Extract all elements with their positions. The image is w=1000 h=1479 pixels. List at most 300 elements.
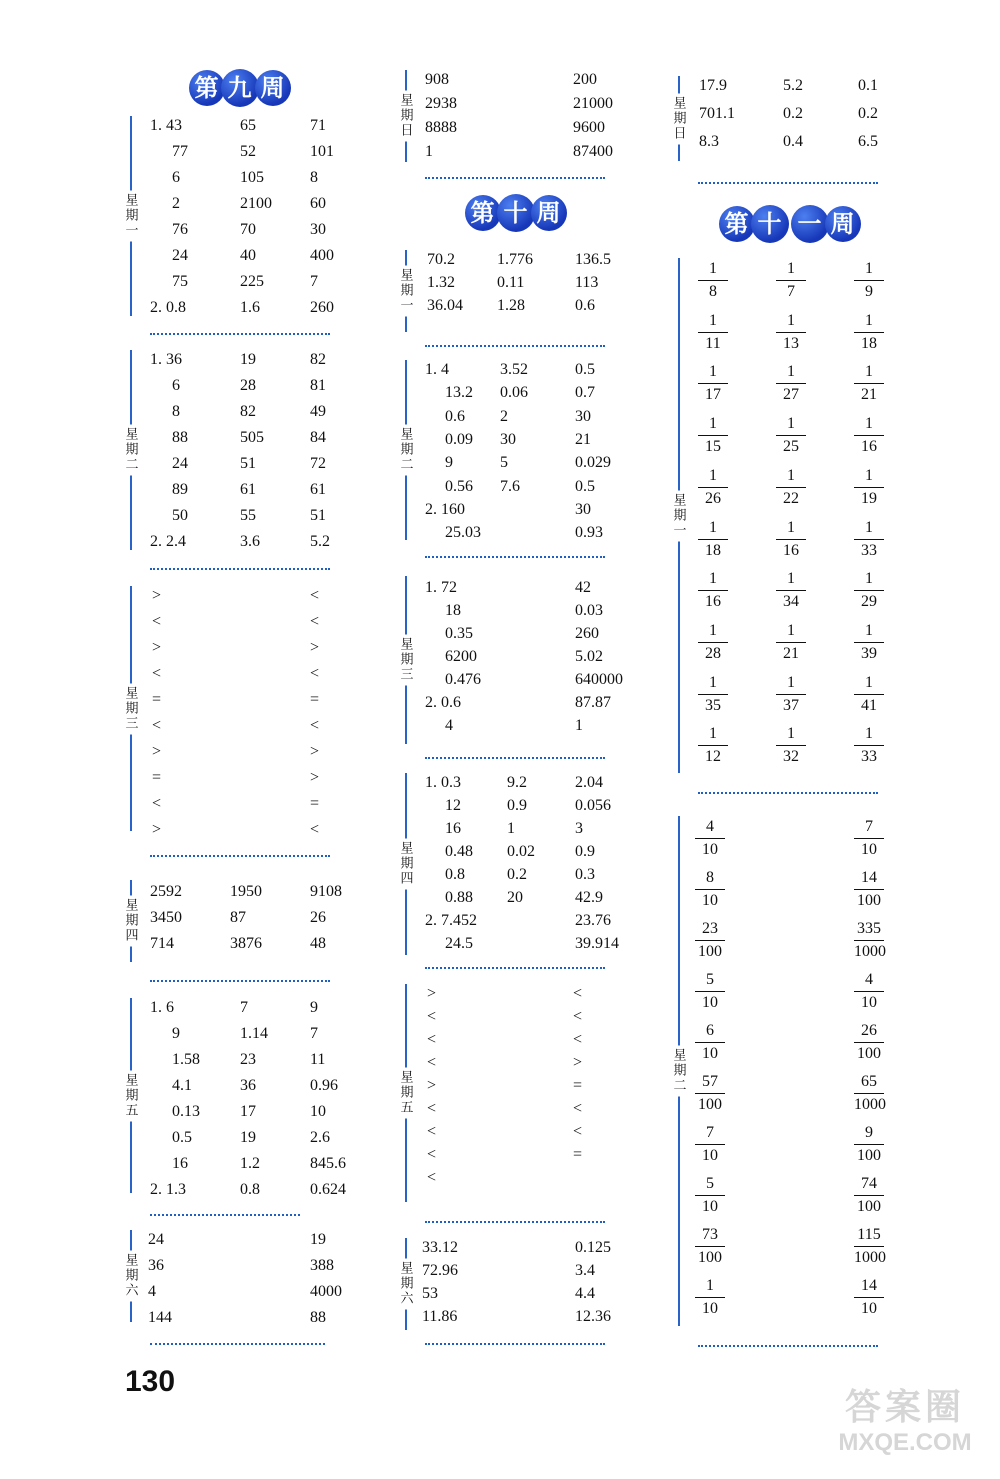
fraction-bar xyxy=(854,1297,884,1298)
fraction-bar xyxy=(854,332,884,333)
answer-value: 1.6 xyxy=(240,299,260,316)
answer-value: 21 xyxy=(575,430,591,448)
answer-value: 1. 36 xyxy=(150,351,182,368)
page-number: 130 xyxy=(125,1365,176,1398)
answer-value: 0.09 xyxy=(445,430,473,448)
answer-value: 30 xyxy=(500,430,516,448)
day-label: 星期三 xyxy=(400,635,414,686)
denominator: 10 xyxy=(702,1147,718,1164)
day-label: 星期六 xyxy=(125,1251,139,1302)
denominator: 1000 xyxy=(854,943,886,960)
numerator: 74 xyxy=(861,1175,877,1192)
section-divider xyxy=(150,1343,325,1345)
numerator: 1 xyxy=(865,311,873,329)
day-section xyxy=(125,116,360,316)
week-title-char: 第 xyxy=(465,195,501,231)
answer-value: 260 xyxy=(310,299,334,316)
answer-value: 845.6 xyxy=(310,1155,346,1172)
answer-value: < xyxy=(427,1008,437,1025)
numerator: 5 xyxy=(706,971,714,988)
numerator: 1 xyxy=(787,518,795,536)
answer-value: 0.8 xyxy=(445,866,465,883)
fraction-bar xyxy=(854,1042,884,1043)
answer-value: 400 xyxy=(310,247,334,264)
answer-value: 18 xyxy=(445,602,461,619)
numerator: 6 xyxy=(706,1022,714,1039)
numerator: 14 xyxy=(861,869,877,886)
answer-value: 0.5 xyxy=(575,361,595,378)
numerator: 1 xyxy=(709,621,717,639)
answer-value: 12.36 xyxy=(575,1308,611,1325)
fraction-bar xyxy=(698,383,728,384)
denominator: 1000 xyxy=(854,1096,886,1113)
answer-value: 53 xyxy=(422,1285,438,1302)
numerator: 1 xyxy=(709,260,717,277)
denominator: 15 xyxy=(705,438,721,456)
fraction xyxy=(854,971,884,1012)
answer-value: 0.13 xyxy=(172,1103,200,1120)
answer-value: 77 xyxy=(172,143,188,160)
answer-value: 0.02 xyxy=(507,843,535,860)
section-divider xyxy=(150,568,330,570)
fraction xyxy=(695,1175,725,1216)
answer-value: 0.125 xyxy=(575,1239,611,1256)
answer-value: = xyxy=(573,1077,583,1094)
answer-value: 17.9 xyxy=(699,77,727,94)
fraction xyxy=(695,818,725,859)
answer-value: 24 xyxy=(148,1231,164,1248)
fraction-bar xyxy=(854,539,884,540)
answer-value: 0.2 xyxy=(783,105,803,122)
answer-value: 3450 xyxy=(150,909,182,926)
answer-value: > xyxy=(573,1054,583,1071)
fraction-bar xyxy=(854,590,884,591)
fraction-bar xyxy=(854,383,884,384)
numerator: 1 xyxy=(787,466,795,484)
fraction xyxy=(698,519,728,560)
answer-value: < xyxy=(310,665,320,682)
answer-value: 2. 160 xyxy=(425,500,465,518)
answer-value: 8.3 xyxy=(699,133,719,150)
numerator: 7 xyxy=(706,1124,714,1141)
denominator: 12 xyxy=(705,748,721,766)
denominator: 18 xyxy=(705,541,721,559)
answer-value: 9 xyxy=(172,1025,180,1042)
denominator: 100 xyxy=(857,1198,881,1215)
day-label: 星期一 xyxy=(673,490,687,541)
denominator: 26 xyxy=(705,489,721,507)
fraction xyxy=(854,920,884,961)
watermark-logo xyxy=(820,1385,990,1465)
answer-value: 4 xyxy=(445,717,453,734)
denominator: 16 xyxy=(783,541,799,559)
fraction xyxy=(854,1022,884,1063)
answer-value: 2.04 xyxy=(575,774,603,791)
fraction-bar xyxy=(854,1144,884,1145)
numerator: 57 xyxy=(702,1073,718,1090)
answer-value: < xyxy=(427,1054,437,1071)
answer-value: 701.1 xyxy=(699,105,735,122)
answer-value: 30 xyxy=(575,500,591,518)
numerator: 73 xyxy=(702,1226,718,1243)
answer-value: 40 xyxy=(240,247,256,264)
numerator: 1 xyxy=(709,725,717,743)
section-divider xyxy=(698,792,878,794)
answer-value: > xyxy=(152,639,162,656)
answer-value: 0.5 xyxy=(172,1129,192,1146)
answer-value: 11 xyxy=(310,1051,326,1068)
day-section xyxy=(400,984,635,1202)
answer-value: 144 xyxy=(148,1309,172,1326)
answer-value: 0.7 xyxy=(575,384,595,402)
denominator: 33 xyxy=(861,748,877,766)
fraction xyxy=(698,260,728,301)
fraction xyxy=(698,363,728,404)
fraction-bar xyxy=(854,889,884,890)
fraction xyxy=(695,1277,725,1318)
answer-value: 87 xyxy=(230,909,246,926)
fraction xyxy=(854,818,884,859)
numerator: 1 xyxy=(865,415,873,433)
fraction-bar xyxy=(776,590,806,591)
answer-value: 714 xyxy=(150,935,174,952)
answer-value: 505 xyxy=(240,429,264,446)
answer-value: 72.96 xyxy=(422,1262,458,1279)
answer-value: 71 xyxy=(310,117,326,134)
denominator: 29 xyxy=(861,593,877,611)
numerator: 65 xyxy=(861,1073,877,1090)
day-label: 星期四 xyxy=(400,839,414,890)
fraction xyxy=(776,363,806,404)
day-section xyxy=(673,816,898,1326)
day-label: 星期一 xyxy=(125,191,139,242)
denominator: 100 xyxy=(857,892,881,909)
denominator: 16 xyxy=(861,438,877,456)
fraction xyxy=(698,570,728,611)
answer-value: 82 xyxy=(310,351,326,368)
answer-value: 10 xyxy=(310,1103,326,1120)
day-section xyxy=(400,1238,635,1330)
week-title-char: 十 xyxy=(497,194,535,232)
fraction xyxy=(854,1277,884,1318)
numerator: 1 xyxy=(787,363,795,381)
denominator: 100 xyxy=(857,1045,881,1062)
answer-value: 6200 xyxy=(445,648,477,665)
answer-value: 16 xyxy=(445,820,461,837)
denominator: 19 xyxy=(861,489,877,507)
answer-value: 25.03 xyxy=(445,524,481,542)
answer-value: 7.6 xyxy=(500,477,520,495)
numerator: 1 xyxy=(787,673,795,691)
answer-value: 55 xyxy=(240,507,256,524)
answer-value: 0.5 xyxy=(575,477,595,495)
answer-value: 0.03 xyxy=(575,602,603,619)
fraction-bar xyxy=(854,1246,884,1247)
numerator: 7 xyxy=(865,818,873,835)
fraction-bar xyxy=(776,383,806,384)
answer-value: 2.6 xyxy=(310,1129,330,1146)
answer-value: 87.87 xyxy=(575,694,611,711)
answer-value: 24 xyxy=(172,247,188,264)
day-section xyxy=(125,998,360,1198)
answer-value: 2100 xyxy=(240,195,272,212)
answer-value: < xyxy=(310,717,320,734)
denominator: 21 xyxy=(861,386,877,404)
answer-value: 65 xyxy=(240,117,256,134)
answer-value: 0.56 xyxy=(445,477,473,495)
section-divider xyxy=(425,1343,605,1345)
answer-value: 5.2 xyxy=(310,533,330,550)
answer-value: 9.2 xyxy=(507,774,527,791)
denominator: 10 xyxy=(861,1300,877,1317)
fraction-bar xyxy=(695,1297,725,1298)
fraction xyxy=(695,1226,725,1267)
section-divider xyxy=(425,345,605,347)
answer-value: 0.96 xyxy=(310,1077,338,1094)
day-label: 星期五 xyxy=(400,1068,414,1119)
section-divider xyxy=(425,967,605,969)
answer-value: 42.9 xyxy=(575,889,603,906)
answer-value: 24.5 xyxy=(445,935,473,952)
answer-value: 0.8 xyxy=(240,1181,260,1198)
fraction-bar xyxy=(698,280,728,281)
answer-value: 88 xyxy=(310,1309,326,1326)
section-divider xyxy=(425,177,605,179)
answer-value: 30 xyxy=(575,407,591,425)
fraction-bar xyxy=(854,487,884,488)
watermark-url: MXQE.COM xyxy=(838,1429,972,1456)
day-section xyxy=(400,70,635,162)
fraction xyxy=(854,363,884,404)
answer-value: < xyxy=(573,1008,583,1025)
answer-value: = xyxy=(152,691,162,708)
answer-value: 7 xyxy=(240,999,248,1016)
denominator: 25 xyxy=(783,438,799,456)
week-title xyxy=(712,204,867,244)
denominator: 16 xyxy=(705,593,721,611)
denominator: 10 xyxy=(861,994,877,1011)
answer-value: 8 xyxy=(172,403,180,420)
answer-value: 2 xyxy=(172,195,180,212)
day-label: 星期六 xyxy=(400,1259,414,1310)
numerator: 1 xyxy=(709,673,717,691)
fraction xyxy=(698,467,728,508)
day-section xyxy=(400,360,635,542)
section-divider xyxy=(425,757,605,759)
fraction xyxy=(776,570,806,611)
numerator: 1 xyxy=(706,1277,714,1294)
denominator: 10 xyxy=(702,892,718,909)
fraction xyxy=(854,467,884,508)
fraction-bar xyxy=(776,280,806,281)
answer-value: > xyxy=(310,743,320,760)
answer-value: 13.2 xyxy=(445,384,473,402)
fraction-bar xyxy=(776,642,806,643)
fraction-bar xyxy=(698,332,728,333)
day-section xyxy=(125,880,360,962)
fraction-bar xyxy=(698,745,728,746)
answer-value: 4 xyxy=(148,1283,156,1300)
numerator: 1 xyxy=(787,725,795,743)
answer-value: < xyxy=(152,665,162,682)
fraction xyxy=(854,622,884,663)
answer-value: 1.28 xyxy=(497,297,525,314)
fraction-bar xyxy=(695,1144,725,1145)
answer-value: = xyxy=(310,795,320,812)
answer-value: 87400 xyxy=(573,143,613,160)
answer-value: 3.4 xyxy=(575,1262,595,1279)
fraction-bar xyxy=(854,991,884,992)
denominator: 11 xyxy=(705,334,721,352)
denominator: 34 xyxy=(783,593,799,611)
fraction-bar xyxy=(854,435,884,436)
fraction-bar xyxy=(695,838,725,839)
numerator: 1 xyxy=(787,311,795,329)
answer-value: 61 xyxy=(240,481,256,498)
numerator: 115 xyxy=(857,1226,881,1243)
numerator: 1 xyxy=(709,311,717,329)
denominator: 18 xyxy=(861,334,877,352)
numerator: 335 xyxy=(857,920,881,937)
answer-value: 101 xyxy=(310,143,334,160)
answer-value: 8888 xyxy=(425,119,457,136)
fraction xyxy=(698,312,728,353)
section-divider xyxy=(698,1345,878,1347)
denominator: 39 xyxy=(861,644,877,662)
answer-value: < xyxy=(573,985,583,1002)
denominator: 28 xyxy=(705,644,721,662)
day-section xyxy=(125,1230,360,1326)
answer-value: 23.76 xyxy=(575,912,611,929)
denominator: 1000 xyxy=(854,1249,886,1266)
denominator: 10 xyxy=(702,841,718,858)
week-title-char: 周 xyxy=(825,206,861,242)
section-divider xyxy=(150,980,330,982)
denominator: 100 xyxy=(698,1096,722,1113)
numerator: 1 xyxy=(865,518,873,536)
denominator: 9 xyxy=(865,283,873,300)
answer-value: 0.2 xyxy=(507,866,527,883)
fraction xyxy=(695,1022,725,1063)
denominator: 27 xyxy=(783,386,799,404)
answer-value: 1.32 xyxy=(427,274,455,291)
fraction xyxy=(854,725,884,766)
answer-value: 81 xyxy=(310,377,326,394)
fraction xyxy=(776,415,806,456)
denominator: 8 xyxy=(709,283,717,300)
answer-value: 0.1 xyxy=(858,77,878,94)
day-section xyxy=(125,350,360,550)
answer-value: 36 xyxy=(240,1077,256,1094)
denominator: 13 xyxy=(783,334,799,352)
answer-value: 52 xyxy=(240,143,256,160)
answer-value: > xyxy=(152,587,162,604)
answer-value: 3.6 xyxy=(240,533,260,550)
numerator: 1 xyxy=(709,466,717,484)
fraction xyxy=(854,1226,884,1267)
week-title-char: 十 xyxy=(751,205,789,243)
answer-value: 76 xyxy=(172,221,188,238)
day-label: 星期日 xyxy=(673,93,687,144)
day-section xyxy=(125,586,360,838)
answer-value: 26 xyxy=(310,909,326,926)
answer-value: 5.2 xyxy=(783,77,803,94)
numerator: 1 xyxy=(865,621,873,639)
fraction-bar xyxy=(854,642,884,643)
denominator: 37 xyxy=(783,696,799,714)
answer-value: 7 xyxy=(310,1025,318,1042)
answer-value: < xyxy=(427,1031,437,1048)
answer-value: 260 xyxy=(575,625,599,642)
fraction-bar xyxy=(776,745,806,746)
fraction xyxy=(854,260,884,301)
answer-value: 2. 2.4 xyxy=(150,533,186,550)
section-divider xyxy=(150,333,330,335)
numerator: 1 xyxy=(865,363,873,381)
fraction-bar xyxy=(698,590,728,591)
numerator: 4 xyxy=(865,971,873,988)
fraction xyxy=(854,519,884,560)
fraction-bar xyxy=(695,940,725,941)
day-label: 星期日 xyxy=(400,91,414,142)
denominator: 7 xyxy=(787,283,795,300)
answer-value: 70.2 xyxy=(427,251,455,268)
week-title xyxy=(182,68,297,108)
denominator: 10 xyxy=(861,841,877,858)
denominator: 10 xyxy=(702,1045,718,1062)
numerator: 1 xyxy=(787,570,795,588)
numerator: 8 xyxy=(706,869,714,886)
fraction xyxy=(854,1175,884,1216)
answer-value: 0.11 xyxy=(497,274,525,291)
fraction-bar xyxy=(695,889,725,890)
numerator: 1 xyxy=(865,725,873,743)
fraction-bar xyxy=(854,694,884,695)
fraction xyxy=(854,1073,884,1114)
answer-value: 4.4 xyxy=(575,1285,595,1302)
answer-value: 1.58 xyxy=(172,1051,200,1068)
answer-value: 1. 0.3 xyxy=(425,774,461,791)
answer-value: 6 xyxy=(172,377,180,394)
fraction xyxy=(854,1124,884,1165)
answer-value: 2. 0.8 xyxy=(150,299,186,316)
answer-value: 50 xyxy=(172,507,188,524)
answer-value: 113 xyxy=(575,274,599,291)
denominator: 35 xyxy=(705,696,721,714)
answer-value: 0.06 xyxy=(500,384,528,402)
answer-value: < xyxy=(427,1146,437,1163)
fraction-bar xyxy=(854,1195,884,1196)
numerator: 1 xyxy=(865,673,873,691)
answer-value: > xyxy=(427,1077,437,1094)
fraction-bar xyxy=(854,280,884,281)
answer-value: 9108 xyxy=(310,883,342,900)
answer-value: 49 xyxy=(310,403,326,420)
answer-value: < xyxy=(573,1123,583,1140)
answer-value: 16 xyxy=(172,1155,188,1172)
answer-value: 3.52 xyxy=(500,361,528,378)
fraction xyxy=(698,674,728,715)
fraction xyxy=(776,622,806,663)
answer-value: < xyxy=(152,795,162,812)
answer-value: 2938 xyxy=(425,95,457,112)
numerator: 1 xyxy=(865,260,873,277)
fraction-bar xyxy=(698,694,728,695)
answer-value: < xyxy=(427,1123,437,1140)
denominator: 22 xyxy=(783,489,799,507)
answer-value: < xyxy=(152,613,162,630)
week-title-char: 周 xyxy=(531,195,567,231)
